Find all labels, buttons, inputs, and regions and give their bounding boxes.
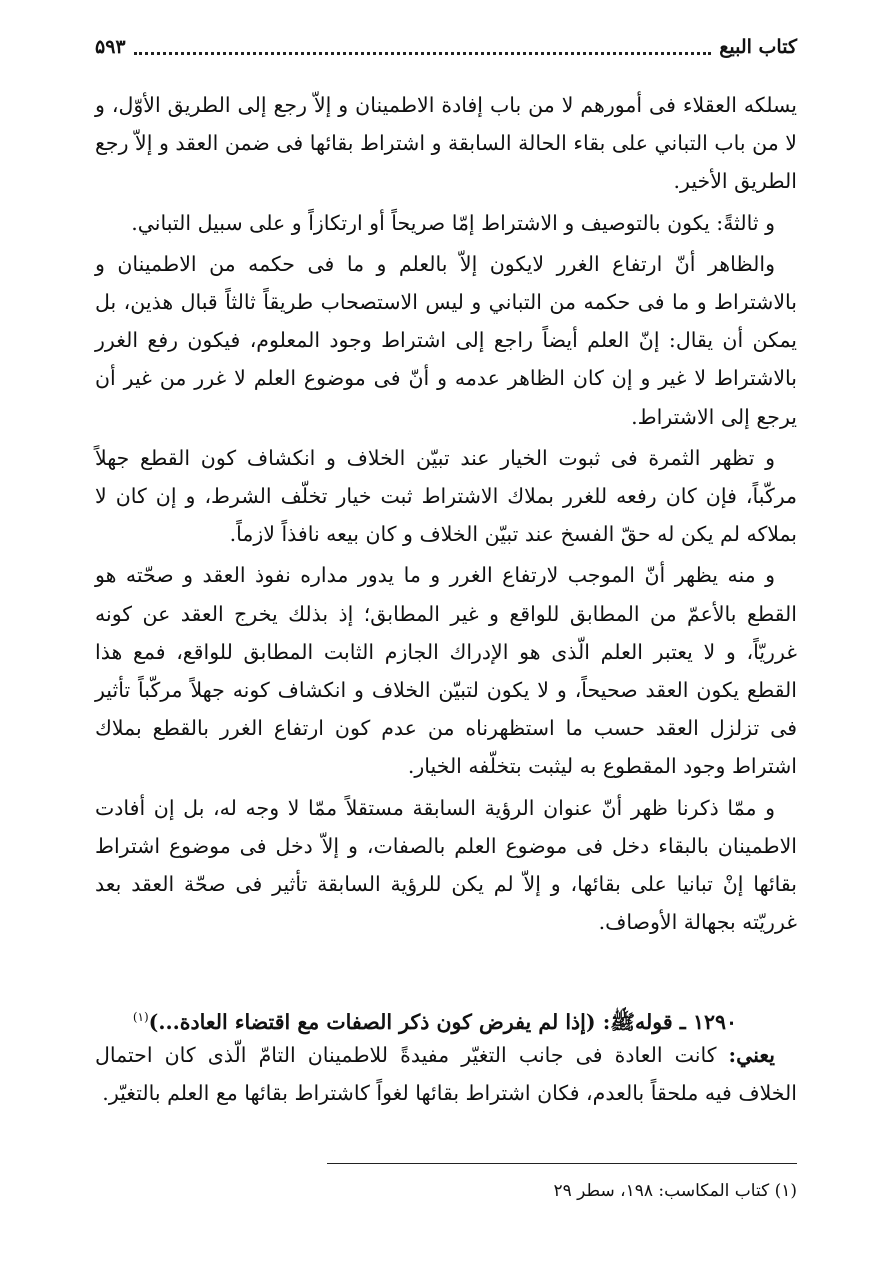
paragraph: يسلكه العقلاء فى أمورهم لا من باب إفادة الاطمينان و إلاّ رجع إلى الطريق الأوّل، و لا من باب التباني على بقاء الحالة السابقة و اشتراط بقائها فى ضمن العقد و إلاّ رجع الطريق الأخير. bbox=[95, 93, 797, 194]
main-text bbox=[95, 86, 797, 944]
section-heading-text: ۱۲۹۰ ـ قوله‌ﷺ: (إذا لم يفرض كون ذكر الصفات مع اقتضاء العادة...) bbox=[148, 1009, 737, 1034]
page-number: ۵۹۳ bbox=[95, 36, 126, 58]
paragraph: و منه يظهر أنّ الموجب لارتفاع الغرر و ما يدور مداره نفوذ العقد و صحّته هو القطع بالأعمّ من المطابق للواقع و غير المطابق؛ إذ بذلك يخرج العقد عن كونه غرريّاً، و لا يعتبر العلم الّذى هو الإدراك الجازم الثابت المطابق للواقع، فمع هذا القطع يكون العقد صحيحاً، و لا يكون لتبيّن الخلاف و انكشاف كونه جهلاً مركّباً تأثير فى تزلزل العقد حسب ما استظهرناه من عدم كون ارتفاع الغرر بالقطع بملاك اشتراط وجود المقطوع به ليثبت بتخلّفه الخيار. bbox=[95, 563, 797, 779]
paragraph: و ثالثةً: يكون بالتوصيف و الاشتراط إمّا صريحاً أو ارتكازاً و على سبيل التباني. bbox=[131, 210, 775, 235]
paragraph bbox=[95, 1036, 797, 1112]
paragraph: و تظهر الثمرة فى ثبوت الخيار عند تبيّن الخلاف و انكشاف كون القطع جهلاً مركّباً، فإن كان رفعه للغرر بملاك الاشتراط ثبت خيار تخلّف الشرط، و إن كان لا بملاكه لم يكن له حقّ الفسخ عند تبيّن الخلاف و كان بيعه نافذاً لازماً. bbox=[95, 445, 797, 547]
section-heading bbox=[95, 998, 797, 1041]
footnote-divider bbox=[327, 1163, 797, 1164]
section-body-text: كانت العادة فى جانب التغيّر مفيدةً للاطمينان التامّ الّذى كان احتمال الخلاف فيه ملحقاً بالعدم، فكان اشتراط بقائها لغواً كاشتراط بقائها مع العلم بالتغيّر. bbox=[95, 1043, 797, 1105]
book-title: كتاب البيع bbox=[719, 36, 797, 58]
header-dot-leader bbox=[134, 52, 712, 55]
footnote-reference: (۱) bbox=[132, 1010, 149, 1024]
footnote: (۱) كتاب المكاسب: ۱۹۸، سطر ۲۹ bbox=[553, 1181, 797, 1201]
paragraph: والظاهر أنّ ارتفاع الغرر لايكون إلاّ بالعلم و ما فى حكمه من الاطمينان و بالاشتراط و ما فى حكمه من التباني و ليس الاستصحاب طريقاً ثالثاً قبال هذين، بل يمكن أن يقال: إنّ العلم أيضاً راجع إلى اشتراط وجود المعلوم، فيكون رفع الغرر بالاشتراط لا غير و إن كان الظاهر عدمه و أنّ فى موضوع العلم لا غرر من غير أن يرجع إلى الاشتراط. bbox=[95, 251, 797, 429]
paragraph: و ممّا ذكرنا ظهر أنّ عنوان الرؤية السابقة مستقلاً ممّا لا وجه له، بل إن أفادت الاطمينان بالبقاء دخل فى موضوع العلم بالصفات، و إلاّ دخل فى موضوع اشتراط بقائها إنْ تبانيا على بقائها، و إلاّ لم يكن للرؤية السابقة تأثير فى صحّة العقد بعد غرريّته بجهالة الأوصاف. bbox=[95, 795, 797, 935]
section-body bbox=[95, 1036, 797, 1112]
running-header bbox=[95, 30, 797, 64]
section-lead-word: يعني: bbox=[728, 1043, 775, 1067]
